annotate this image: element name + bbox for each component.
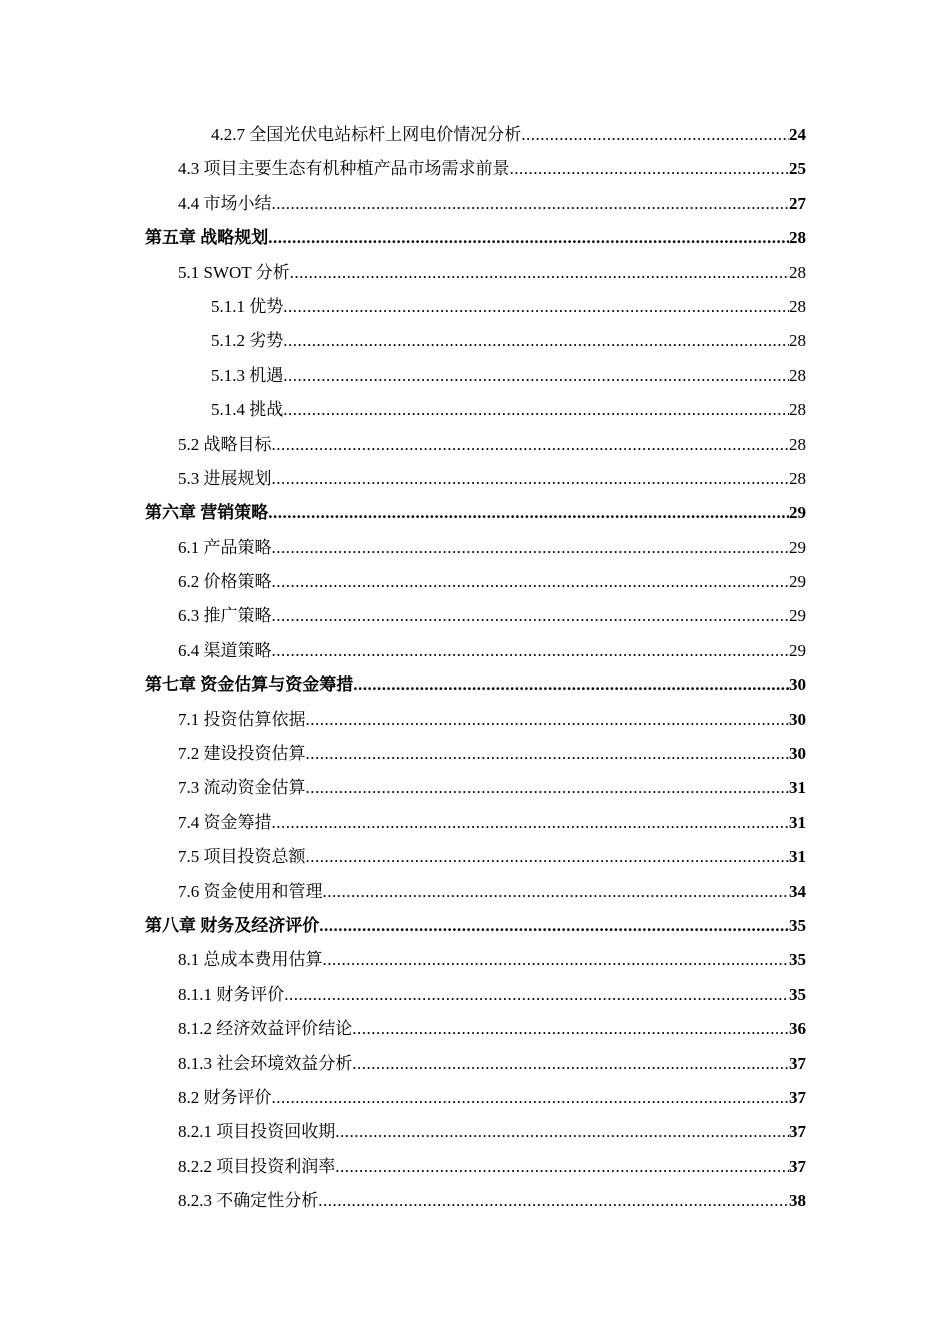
toc-leader-dots [272, 462, 790, 496]
toc-entry[interactable] [145, 359, 806, 393]
toc-leader-dots [323, 875, 790, 909]
toc-entry[interactable] [145, 771, 806, 805]
toc-entry-page-number: 28 [789, 434, 806, 454]
toc-entry[interactable] [145, 806, 806, 840]
toc-leader-dots [323, 943, 790, 977]
toc-entry-title: 5.1.1 优势 [211, 296, 284, 316]
toc-entry[interactable] [145, 1115, 806, 1149]
toc-entry-page-number: 38 [789, 1191, 806, 1211]
toc-entry[interactable] [145, 565, 806, 599]
toc-entry-page-number: 37 [789, 1087, 806, 1107]
toc-entry-title: 8.1.2 经济效益评价结论 [178, 1019, 353, 1039]
toc-entry-page-number: 28 [789, 296, 806, 316]
toc-entry[interactable] [145, 290, 806, 324]
toc-entry-page-number: 37 [789, 1122, 806, 1142]
toc-entry-page-number: 29 [789, 606, 806, 626]
toc-entry-page-number: 29 [789, 640, 806, 660]
toc-leader-dots [283, 290, 789, 324]
toc-leader-dots [352, 1012, 789, 1046]
toc-entry-page-number: 28 [789, 468, 806, 488]
toc-leader-dots [283, 359, 789, 393]
toc-entry-title: 7.3 流动资金估算 [178, 778, 306, 798]
toc-entry-page-number: 28 [789, 365, 806, 385]
toc-leader-dots [268, 496, 789, 530]
toc-entry-title: 8.2.2 项目投资利润率 [178, 1156, 336, 1176]
toc-leader-dots [306, 771, 790, 805]
toc-leader-dots [272, 565, 790, 599]
toc-entry-title: 8.2.1 项目投资回收期 [178, 1122, 336, 1142]
toc-entry[interactable] [145, 393, 806, 427]
toc-entry[interactable] [145, 462, 806, 496]
toc-leader-dots [353, 668, 789, 702]
toc-leader-dots [272, 599, 790, 633]
toc-entry[interactable] [145, 1012, 806, 1046]
toc-chapter-entry[interactable] [145, 221, 806, 255]
toc-entry-page-number: 35 [789, 984, 806, 1004]
toc-entry-page-number: 29 [789, 537, 806, 557]
toc-entry-page-number: 28 [789, 400, 806, 420]
toc-entry-page-number: 25 [789, 159, 806, 179]
toc-entry-page-number: 29 [789, 572, 806, 592]
toc-entry-title: 第五章 战略规划 [145, 228, 269, 248]
toc-entry[interactable] [145, 978, 806, 1012]
table-of-contents [145, 118, 806, 1219]
toc-entry-page-number: 35 [789, 915, 806, 935]
toc-leader-dots [306, 840, 790, 874]
toc-entry-page-number: 24 [789, 124, 806, 144]
toc-entry-page-number: 28 [789, 228, 806, 248]
toc-entry-title: 6.4 渠道策略 [178, 640, 272, 660]
toc-chapter-entry[interactable] [145, 909, 806, 943]
toc-entry-page-number: 30 [789, 709, 806, 729]
toc-leader-dots [272, 187, 790, 221]
toc-leader-dots [352, 1047, 789, 1081]
toc-entry-title: 8.2.3 不确定性分析 [178, 1191, 319, 1211]
toc-entry-page-number: 31 [789, 847, 806, 867]
toc-leader-dots [306, 737, 790, 771]
toc-entry[interactable] [145, 634, 806, 668]
toc-entry[interactable] [145, 256, 806, 290]
toc-entry-page-number: 28 [789, 331, 806, 351]
toc-leader-dots [283, 393, 789, 427]
toc-chapter-entry[interactable] [145, 668, 806, 702]
toc-entry[interactable] [145, 152, 806, 186]
toc-leader-dots [290, 256, 789, 290]
toc-entry-title: 4.4 市场小结 [178, 193, 272, 213]
toc-entry[interactable] [145, 531, 806, 565]
toc-entry-title: 8.1 总成本费用估算 [178, 950, 323, 970]
toc-leader-dots [272, 531, 790, 565]
toc-entry-title: 8.2 财务评价 [178, 1087, 272, 1107]
toc-leader-dots [335, 1115, 789, 1149]
toc-entry-title: 第八章 财务及经济评价 [145, 915, 320, 935]
toc-leader-dots [268, 221, 789, 255]
toc-entry-page-number: 31 [789, 812, 806, 832]
toc-leader-dots [272, 428, 790, 462]
toc-entry-title: 5.2 战略目标 [178, 434, 272, 454]
toc-entry-title: 8.1.1 财务评价 [178, 984, 285, 1004]
toc-entry-page-number: 37 [789, 1053, 806, 1073]
toc-entry[interactable] [145, 703, 806, 737]
toc-leader-dots [335, 1150, 789, 1184]
toc-entry[interactable] [145, 1081, 806, 1115]
toc-entry-page-number: 30 [789, 675, 806, 695]
toc-entry-title: 6.2 价格策略 [178, 572, 272, 592]
toc-entry[interactable] [145, 187, 806, 221]
toc-entry[interactable] [145, 1150, 806, 1184]
toc-entry-title: 7.1 投资估算依据 [178, 709, 306, 729]
toc-entry-title: 4.2.7 全国光伏电站标杆上网电价情况分析 [211, 124, 522, 144]
toc-entry-title: 4.3 项目主要生态有机种植产品市场需求前景 [178, 159, 510, 179]
toc-leader-dots [284, 978, 789, 1012]
toc-entry-title: 6.1 产品策略 [178, 537, 272, 557]
toc-entry-page-number: 34 [789, 881, 806, 901]
toc-entry[interactable] [145, 599, 806, 633]
toc-entry-page-number: 31 [789, 778, 806, 798]
toc-leader-dots [521, 118, 789, 152]
toc-leader-dots [306, 703, 790, 737]
toc-entry[interactable] [145, 943, 806, 977]
toc-entry-title: 5.1.4 挑战 [211, 400, 284, 420]
toc-entry-title: 5.1 SWOT 分析 [178, 262, 290, 282]
toc-entry[interactable] [145, 324, 806, 358]
toc-entry-page-number: 37 [789, 1156, 806, 1176]
toc-entry[interactable] [145, 428, 806, 462]
toc-entry[interactable] [145, 737, 806, 771]
toc-entry-title: 6.3 推广策略 [178, 606, 272, 626]
toc-entry-title: 5.1.3 机遇 [211, 365, 284, 385]
toc-entry-title: 5.1.2 劣势 [211, 331, 284, 351]
toc-entry-title: 7.2 建设投资估算 [178, 744, 306, 764]
toc-entry[interactable] [145, 875, 806, 909]
toc-entry-title: 8.1.3 社会环境效益分析 [178, 1053, 353, 1073]
toc-entry-title: 第七章 资金估算与资金筹措 [145, 675, 354, 695]
toc-entry-page-number: 28 [789, 262, 806, 282]
toc-leader-dots [272, 806, 790, 840]
toc-entry[interactable] [145, 118, 806, 152]
toc-leader-dots [283, 324, 789, 358]
toc-entry-title: 5.3 进展规划 [178, 468, 272, 488]
toc-entry-page-number: 29 [789, 503, 806, 523]
toc-entry-page-number: 30 [789, 744, 806, 764]
toc-entry-page-number: 27 [789, 193, 806, 213]
toc-entry-page-number: 36 [789, 1019, 806, 1039]
toc-entry[interactable] [145, 840, 806, 874]
toc-leader-dots [272, 1081, 790, 1115]
toc-entry-title: 7.6 资金使用和管理 [178, 881, 323, 901]
toc-entry-title: 第六章 营销策略 [145, 503, 269, 523]
toc-leader-dots [318, 1184, 789, 1218]
toc-leader-dots [510, 152, 790, 186]
toc-entry[interactable] [145, 1047, 806, 1081]
toc-leader-dots [319, 909, 789, 943]
toc-entry-title: 7.5 项目投资总额 [178, 847, 306, 867]
toc-entry-page-number: 35 [789, 950, 806, 970]
toc-leader-dots [272, 634, 790, 668]
toc-entry-title: 7.4 资金筹措 [178, 812, 272, 832]
toc-chapter-entry[interactable] [145, 496, 806, 530]
toc-entry[interactable] [145, 1184, 806, 1218]
